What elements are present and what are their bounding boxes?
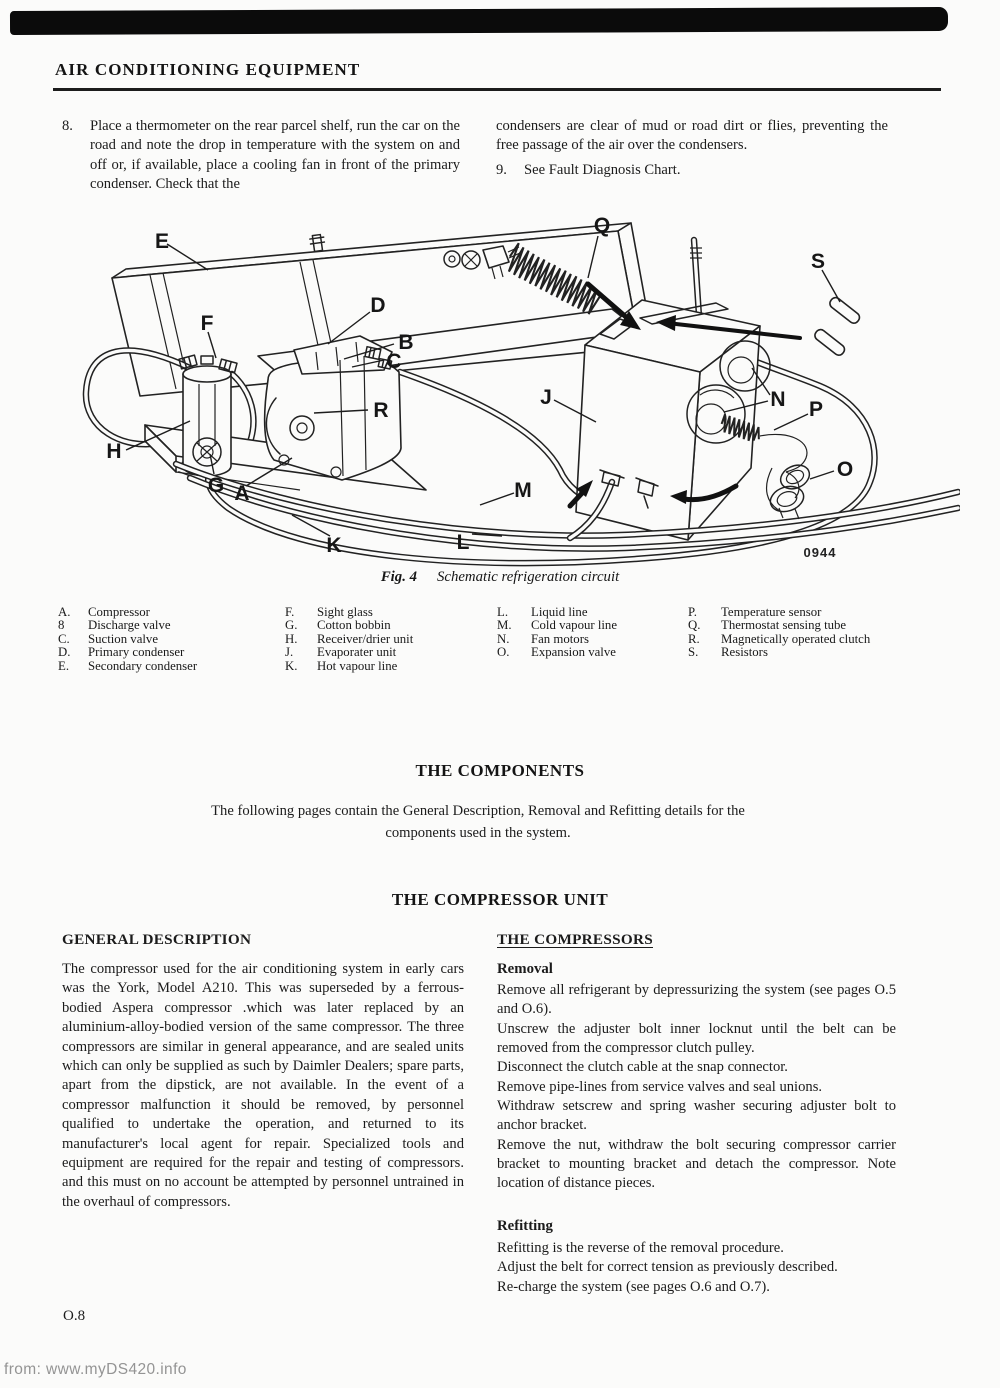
- label-L: L: [456, 531, 470, 554]
- label-P: P: [808, 398, 824, 421]
- check-item-8: [62, 117, 460, 195]
- procedure-step: Remove all refrigerant by depressurizing the system (see pages O.5 and O.6).: [497, 982, 896, 1018]
- page-number: O.8: [63, 1308, 86, 1324]
- legend-column-3: [497, 606, 617, 660]
- removal-heading: Removal: [497, 961, 553, 977]
- legend-description: Fan motors: [531, 631, 589, 646]
- legend-description: Sight glass: [317, 605, 373, 619]
- removal-steps: [497, 981, 896, 1194]
- expansion-valve: [767, 461, 814, 519]
- section-title-components: THE COMPONENTS: [415, 761, 585, 780]
- refitting-heading: Refitting: [497, 1218, 553, 1234]
- label-J: J: [540, 386, 552, 409]
- legend-key: A.: [58, 605, 71, 619]
- scan-binding-bar: [10, 7, 948, 35]
- item-text: See Fault Diagnosis Chart.: [524, 161, 681, 178]
- label-K: K: [326, 534, 342, 557]
- legend-row: [497, 619, 617, 632]
- legend-description: Resistors: [721, 645, 768, 660]
- legend-key: R.: [688, 631, 700, 646]
- procedure-step: Withdraw setscrew and spring washer securing adjuster bolt to anchor bracket.: [497, 1098, 896, 1134]
- receiver-drier-unit: [179, 355, 237, 476]
- procedure-step: Disconnect the clutch cable at the snap connector.: [497, 1059, 788, 1076]
- legend-description: Suction valve: [88, 631, 159, 646]
- legend-row: [497, 606, 617, 619]
- legend-row: [497, 633, 617, 646]
- legend-key: S.: [688, 645, 699, 660]
- legend-key: N.: [497, 631, 510, 646]
- label-C: C: [386, 350, 402, 373]
- legend-row: [688, 619, 870, 632]
- label-A: A: [234, 482, 250, 505]
- procedure-step: Remove the nut, withdraw the bolt securing compressor carrier bracket to mounting bracket and detach the compressor. Note location of distance pieces.: [497, 1136, 896, 1192]
- legend-description: Liquid line: [531, 605, 588, 619]
- legend-column-1: [58, 606, 197, 673]
- legend-description: Compressor: [88, 605, 150, 619]
- legend-key: Q.: [688, 618, 701, 633]
- legend-key: D.: [58, 645, 71, 660]
- general-description-heading: GENERAL DESCRIPTION: [62, 931, 252, 948]
- legend-row: [285, 646, 413, 659]
- legend-key: M.: [497, 618, 512, 633]
- refrigeration-circuit-drawing: [40, 205, 960, 577]
- figure-caption: [60, 569, 940, 586]
- legend-description: Thermostat sensing tube: [721, 618, 847, 633]
- procedure-step: Refitting is the reverse of the removal procedure.: [497, 1240, 784, 1256]
- legend-description: Hot vapour line: [317, 658, 398, 673]
- legend-key: L.: [497, 605, 509, 619]
- legend-key: F.: [285, 605, 295, 619]
- legend-key: O.: [497, 645, 510, 660]
- item-8-continuation: condensers are clear of mud or road dirt or flies, preventing the free passage of the air over the condensers.: [496, 118, 888, 154]
- label-R: R: [373, 399, 389, 422]
- procedure-step: Adjust the belt for correct tension as previously described.: [497, 1259, 838, 1276]
- legend-row: [688, 633, 870, 646]
- label-N: N: [770, 388, 786, 411]
- drawing-number: 0944: [803, 545, 837, 560]
- legend-row: [285, 660, 413, 673]
- legend-key: P.: [688, 605, 697, 619]
- refitting-steps: [497, 1239, 896, 1297]
- item-number: 9.: [496, 161, 507, 178]
- legend-description: Evaporater unit: [317, 645, 397, 660]
- procedure-step: Unscrew the adjuster bolt inner locknut until the belt can be removed from the compressor clutch pulley.: [497, 1020, 896, 1057]
- label-H: H: [106, 440, 122, 463]
- figure-number: Fig. 4: [380, 569, 417, 585]
- legend-description: Cold vapour line: [531, 618, 618, 633]
- label-B: B: [398, 331, 414, 354]
- label-S: S: [810, 250, 826, 273]
- page-title: AIR CONDITIONING EQUIPMENT: [55, 60, 361, 79]
- legend-key: C.: [58, 631, 70, 646]
- label-F: F: [200, 312, 214, 335]
- procedure-step: Remove pipe-lines from service valves and seal unions.: [497, 1078, 823, 1095]
- legend-row: [58, 619, 197, 632]
- legend-row: [497, 646, 617, 659]
- check-item-9: [496, 161, 888, 180]
- legend-row: [688, 606, 870, 619]
- legend-column-2: [285, 606, 413, 673]
- legend-description: Receiver/drier unit: [317, 631, 414, 646]
- section-title-compressor-unit: THE COMPRESSOR UNIT: [391, 890, 609, 909]
- header-rule: [53, 88, 941, 91]
- check-column-right: [496, 117, 888, 180]
- source-watermark: from: www.myDS420.info: [4, 1361, 187, 1378]
- figure-4-schematic: [40, 205, 960, 577]
- label-D: D: [370, 294, 386, 317]
- resistors: [813, 296, 862, 358]
- label-E: E: [154, 230, 170, 253]
- item-number: 8.: [62, 118, 73, 134]
- legend-description: Secondary condenser: [88, 658, 198, 673]
- legend-description: Cotton bobbin: [317, 618, 391, 633]
- legend-key: J.: [285, 645, 294, 660]
- legend-key: G.: [285, 618, 298, 633]
- the-compressors-heading: THE COMPRESSORS: [497, 931, 653, 948]
- legend-key: 8: [58, 618, 65, 633]
- components-intro: The following pages contain the General Description, Removal and Refitting details for the components used in the system.: [211, 803, 745, 841]
- legend-description: Expansion valve: [531, 645, 616, 660]
- figure-title: Schematic refrigeration circuit: [437, 569, 620, 585]
- label-G: G: [207, 474, 225, 497]
- label-O: O: [836, 458, 854, 481]
- procedure-step: Re-charge the system (see pages O.6 and O.7).: [497, 1278, 770, 1295]
- legend-description: Temperature sensor: [721, 605, 822, 619]
- item-text: Place a thermometer on the rear parcel shelf, run the car on the road and note the drop in temperature with the system on and off or, if available, place a cooling fan in front of the primary condenser. Check that the: [90, 118, 460, 193]
- legend-row: [285, 606, 413, 619]
- label-Q: Q: [593, 214, 611, 237]
- legend-key: H.: [285, 631, 298, 646]
- legend-row: [58, 646, 197, 659]
- legend-column-4: [688, 606, 870, 660]
- legend-description: Magnetically operated clutch: [721, 631, 871, 646]
- legend-row: [285, 633, 413, 646]
- legend-key: E.: [58, 658, 70, 673]
- legend-row: [58, 660, 197, 673]
- legend-key: K.: [285, 658, 298, 673]
- legend-row: [285, 619, 413, 632]
- legend-row: [688, 646, 870, 659]
- legend-description: Discharge valve: [88, 618, 171, 633]
- legend-row: [58, 633, 197, 646]
- label-M: M: [514, 479, 532, 502]
- general-description-body: The compressor used for the air conditioning system in early cars was the York, Model A210. This was superseded by a ferrous-bodied Aspera compressor .which was later replaced by an aluminium-alloy-bodied version of the same compressor. The three compressors are similar in general appearance, and are sealed units which can only be supplied as such by Daimler Dealers; spare parts, apart from the dipstick, are not available. In the event of a compressor malfunction it should be removed, by personnel qualified to undertake the operation, and returned to its manufacturer's local agent for repair. Specialized tools and equipment are required for the repair and testing of compressors. and this must on no account be attempted by personnel untrained in the overhaul of compressors.: [62, 961, 464, 1210]
- legend-description: Primary condenser: [88, 645, 185, 660]
- legend-row: [58, 606, 197, 619]
